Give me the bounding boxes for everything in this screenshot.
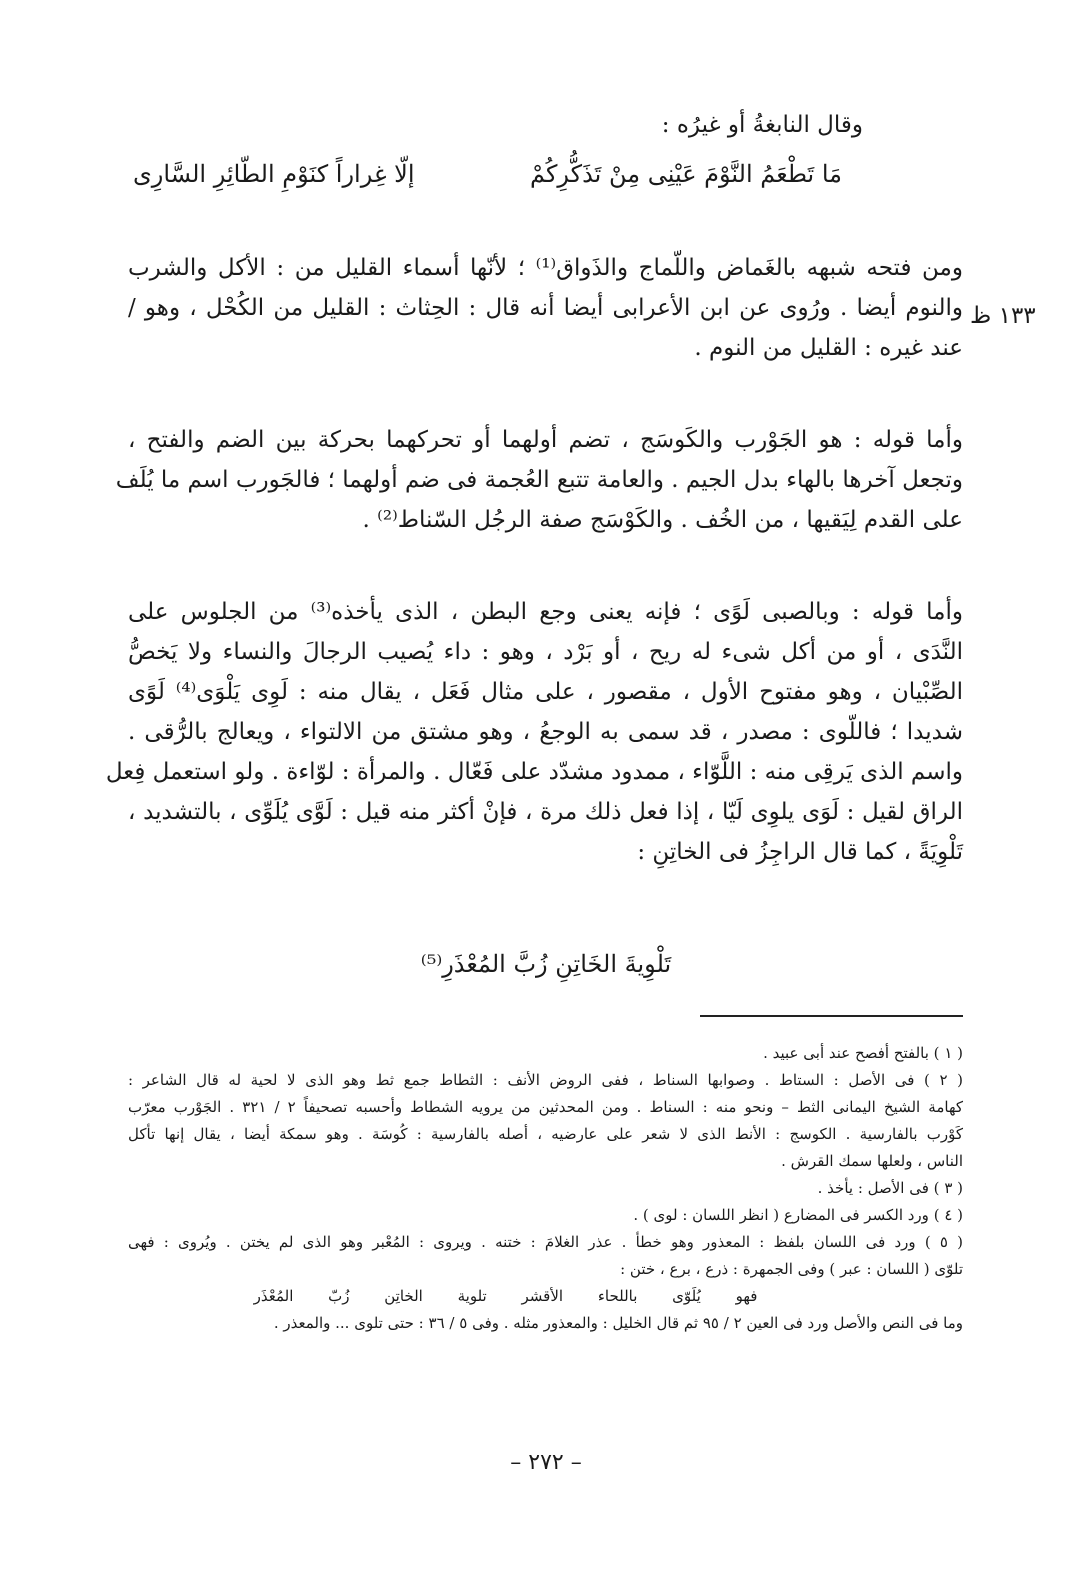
footnote-verse-first: فهو يُلَوّى باللحاء الأقشر	[521, 1287, 758, 1305]
paragraph-line: وأما قوله : وبالصبى لَوًى ؛ فإنه يعنى وجع البطن ، الذى يأخذه⁽³⁾ من الجلوس على	[128, 599, 963, 625]
paragraph-line: عند غيره : القليل من النوم .	[694, 335, 963, 361]
paragraph-line: ومن فتحه شبهه بالغَماض واللّماج والذَواق⁽¹⁾ ؛ لأنّها أسماء القليل من : الأكل والشرب	[128, 255, 963, 281]
footnotes	[128, 1040, 963, 1337]
paragraph-line: الراق لقيل : لَوَى يلوِى لَيّا ، إذا فعل ذلك مرة ، فإنْ أكثر منه قيل : لَوَّى يُلَوِّى ، بالتشديد ،	[128, 799, 963, 825]
paragraph-3	[105, 592, 963, 872]
paragraph-line: والنوم أيضا . ورُوى عن ابن الأعرابى أيضا أنه قال : الحِثاث : القليل من الكُحْل ، وهو /	[128, 295, 963, 321]
verse-first-hemistich: مَا تَطْعَمُ النَّوْمَ عَيْنِى مِنْ تَذَكُّرِكُمْ	[530, 160, 842, 188]
footnote-2-line: كهامة الشيخ اليمانى الثط – ونحو منه : السناط . ومن المحدثين من يرويه الشطاط وأحسبه تصحيفاً ٢ / ٣٢١ . الجَوْرب معرّب	[128, 1098, 963, 1116]
footnote-verse-second: تلوية الخاتِن زُبّ المُعْذَر	[253, 1287, 487, 1305]
footnote-5-line: ( ٥ ) ورد فى اللسان بلفظ : المعذور وهو خطأ . عذر الغلامَ : ختنه . ويروى : المُعْبر وهو الذى لم يختن . ويُروى : فهى	[128, 1233, 963, 1251]
paragraph-line: على القدم لِيَقيها ، من الخُف . والكَوْسَج صفة الرجُل السّناط⁽²⁾ .	[362, 507, 963, 533]
footnote-tail: وما فى النص والأصل ورد فى العين ٢ / ٩٥ ثم قال الخليل : والمعذور مثله . وفى ٥ / ٣٦ : حتى تلوى ... والمعذر .	[273, 1314, 963, 1332]
footnote-divider	[700, 1015, 963, 1017]
footnote-verse	[128, 1283, 963, 1310]
paragraph-line: النَّدَى ، أو من أكل شىء له ريح ، أو بَرْد ، وهو : داء يُصيب الرجالَ والنساء ولا يَخصُّ	[128, 639, 963, 665]
footnote-5-line: تلوّى ( اللسان : عبر ) وفى الجمهرة : ذرع ، برع ، ختن :	[620, 1260, 963, 1278]
paragraph-line: الصِّبْيان ، وهو مفتوح الأول ، مقصور ، على مثال فَعَل ، يقال منه : لَوِى يَلْوَى⁽⁴⁾ لَوًى	[128, 679, 963, 705]
paragraph-2	[115, 420, 963, 540]
footnote-2-line: ( ٢ ) فى الأصل : الستاط . وصوابها السناط ، ففى الروض الأنف : الثطاط جمع ثط وهو الذى لا لحية له قال الشاعر :	[128, 1071, 963, 1089]
paragraph-line: واسم الذى يَرقِى منه : اللَّوّاء ، ممدود مشدّد على فَعّال . والمرأة : لوّاءة . ولو استعمل فِعل	[105, 759, 963, 785]
page-number: – ٢٧٢ –	[510, 1450, 582, 1475]
footnote-3: ( ٣ ) فى الأصل : يأخذ .	[817, 1179, 963, 1197]
paragraph-line: تَلْوِيَةً ، كما قال الراجِزُ فى الخاتِنِ :	[637, 839, 963, 865]
paragraph-line: شديدا ؛ فاللّوى : مصدر ، قد سمى به الوجعُ ، وهو مشتق من الالتواء ، ويعالج بالرُّقى .	[128, 719, 963, 745]
footnote-1: ( ١ ) بالفتح أفصح عند أبى عبيد .	[763, 1044, 963, 1062]
paragraph-line: وتجعل آخرها بالهاء بدل الجيم . والعامة تتبع العُجمة فى ضم أولهما ؛ فالجَورب اسم ما يُلَف	[115, 467, 963, 493]
footnote-2-line: الناس ، ولعلها سمك القرش .	[781, 1152, 963, 1170]
margin-folio-note: ١٣٣ ظ	[970, 303, 1036, 329]
footnote-4: ( ٤ ) ورد الكسر فى المضارع ( انظر اللسان : لوى ) .	[633, 1206, 963, 1224]
footnote-2-line: كَوْرب بالفارسية . الكوسج : الأنط الذى لا شعر على عارضيه ، أصله بالفارسية : كُوسَة . وهو سمكة أيضا ، يقال إنها تأكل	[128, 1125, 963, 1143]
verse-second-hemistich: إلّا غِراراً كنَوْمِ الطّائِرِ السَّارِى	[133, 160, 415, 188]
paragraph-1	[128, 248, 963, 368]
intro-line: وقال النابغةُ أو غيرُه :	[661, 112, 863, 138]
paragraph-line: وأما قوله : هو الجَوْرب والكَوسَج ، تضم أولهما أو تحركهما بحركة بين الضم والفتح ،	[128, 427, 963, 453]
rajaz-verse: تَلْوِيةَ الخَاتِنِ زُبَّ المُعْذَرِ⁽⁵⁾	[420, 950, 672, 978]
